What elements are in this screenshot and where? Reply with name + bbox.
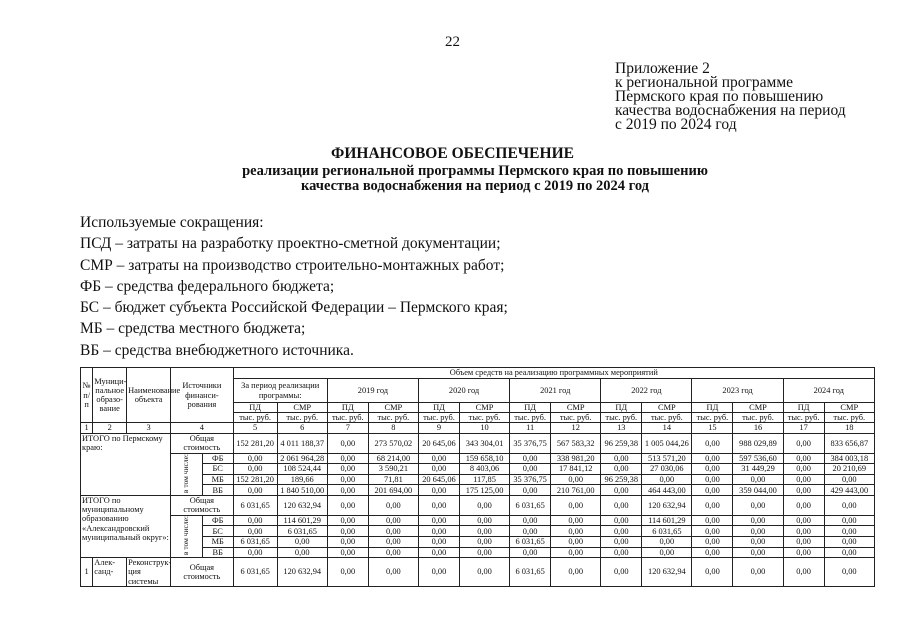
column-number: 2 [93, 423, 127, 433]
value-cell: 17 841,12 [551, 464, 601, 475]
value-cell: 152 281,20 [233, 433, 277, 453]
column-number: 10 [459, 423, 509, 433]
appendix-block [615, 62, 895, 132]
header-unit: тыс. руб. [733, 413, 783, 423]
value-cell: 0,00 [277, 547, 327, 558]
header-psd: ПД [233, 403, 277, 413]
value-cell: 8 403,06 [459, 464, 509, 475]
header-unit: тыс. руб. [327, 413, 368, 423]
document-title: ФИНАНСОВОЕ ОБЕСПЕЧЕНИЕ [331, 145, 574, 162]
appendix-line: Пермского края по повышению [615, 88, 824, 105]
header-unit: тыс. руб. [692, 413, 733, 423]
header-smr: СМР [733, 403, 783, 413]
abbreviation-line: МБ – средства местного бюджета; [80, 320, 306, 338]
value-cell: 0,00 [510, 453, 551, 464]
value-cell: 0,00 [692, 453, 733, 464]
value-cell: 6 031,65 [642, 526, 692, 537]
value-cell: 0,00 [551, 526, 601, 537]
document-subtitle [230, 164, 720, 193]
total-cost-label: Общая стоимость [171, 558, 233, 587]
value-cell: 0,00 [551, 495, 601, 515]
source-row [81, 515, 875, 526]
column-number: 13 [601, 423, 642, 433]
value-cell: 0,00 [327, 485, 368, 496]
value-cell: 0,00 [783, 453, 824, 464]
value-cell: 0,00 [233, 547, 277, 558]
value-cell: 0,00 [783, 464, 824, 475]
value-cell: 210 761,00 [551, 485, 601, 496]
header-num: № п/п [81, 368, 93, 423]
value-cell: 0,00 [733, 515, 783, 526]
header-municipality: Муници-пальное образо-вание [93, 368, 127, 423]
column-number: 12 [551, 423, 601, 433]
value-cell: 0,00 [510, 485, 551, 496]
value-cell: 0,00 [601, 464, 642, 475]
value-cell: 0,00 [418, 537, 459, 548]
header-smr: СМР [642, 403, 692, 413]
value-cell: 0,00 [233, 453, 277, 464]
value-cell: 567 583,32 [551, 433, 601, 453]
vtom-text: в том числе: [181, 453, 191, 493]
value-cell: 0,00 [642, 547, 692, 558]
header-psd: ПД [692, 403, 733, 413]
value-cell: 0,00 [327, 495, 368, 515]
item-row [81, 558, 875, 587]
abbreviation-line: БС – бюджет субъекта Российской Федерации – Пермского края; [80, 299, 508, 317]
source-code: ВБ [202, 547, 233, 558]
value-cell: 6 031,65 [510, 558, 551, 587]
header-unit: тыс. руб. [233, 413, 277, 423]
value-cell: 0,00 [510, 515, 551, 526]
value-cell: 20 210,69 [824, 464, 874, 475]
value-cell: 0,00 [327, 453, 368, 464]
value-cell: 0,00 [692, 547, 733, 558]
value-cell: 2 061 964,28 [277, 453, 327, 464]
value-cell: 6 031,65 [233, 495, 277, 515]
value-cell: 0,00 [551, 558, 601, 587]
value-cell: 0,00 [601, 558, 642, 587]
value-cell: 0,00 [418, 558, 459, 587]
header-smr: СМР [277, 403, 327, 413]
value-cell: 114 601,29 [277, 515, 327, 526]
value-cell: 117,85 [459, 474, 509, 485]
funding-table [80, 367, 875, 587]
value-cell: 0,00 [327, 526, 368, 537]
value-cell: 96 259,38 [601, 433, 642, 453]
value-cell: 0,00 [692, 433, 733, 453]
value-cell: 0,00 [418, 485, 459, 496]
appendix-line: к региональной программе [615, 74, 794, 91]
value-cell: 0,00 [601, 537, 642, 548]
total-cost-label: Общая стоимость [171, 495, 233, 515]
value-cell: 0,00 [277, 537, 327, 548]
in-that-number-label [171, 453, 203, 495]
value-cell: 0,00 [459, 558, 509, 587]
column-number: 17 [783, 423, 824, 433]
value-cell: 0,00 [824, 558, 874, 587]
value-cell: 0,00 [601, 547, 642, 558]
section-total-row [81, 495, 875, 515]
value-cell: 0,00 [459, 515, 509, 526]
header-psd: ПД [327, 403, 368, 413]
appendix-line: качества водоснабжения на период [615, 102, 846, 119]
value-cell: 359 044,00 [733, 485, 783, 496]
header-year: 2021 год [510, 379, 601, 403]
header-unit: тыс. руб. [601, 413, 642, 423]
value-cell: 114 601,29 [642, 515, 692, 526]
column-number: 15 [692, 423, 733, 433]
value-cell: 0,00 [459, 547, 509, 558]
header-unit: тыс. руб. [824, 413, 874, 423]
source-row [81, 453, 875, 464]
value-cell: 0,00 [733, 547, 783, 558]
value-cell: 0,00 [783, 547, 824, 558]
column-number: 9 [418, 423, 459, 433]
abbreviation-line: СМР – затраты на производство строительно-монтажных работ; [80, 256, 505, 274]
header-year: 2024 год [783, 379, 874, 403]
header-unit: тыс. руб. [418, 413, 459, 423]
value-cell: 120 632,94 [277, 558, 327, 587]
value-cell: 68 214,00 [368, 453, 418, 464]
value-cell: 0,00 [327, 474, 368, 485]
value-cell: 152 281,20 [233, 474, 277, 485]
section-label: ИТОГО по муниципальному образованию «Александровский муниципальный округ»: [81, 495, 171, 557]
value-cell: 0,00 [368, 537, 418, 548]
header-sources: Источники финанси-рования [171, 368, 233, 423]
value-cell: 0,00 [692, 495, 733, 515]
value-cell: 0,00 [642, 537, 692, 548]
header-smr: СМР [368, 403, 418, 413]
source-code: МБ [202, 474, 233, 485]
header-psd: ПД [783, 403, 824, 413]
value-cell: 175 125,00 [459, 485, 509, 496]
value-cell: 0,00 [692, 474, 733, 485]
value-cell: 0,00 [601, 526, 642, 537]
value-cell: 27 030,06 [642, 464, 692, 475]
value-cell: 0,00 [327, 515, 368, 526]
vtom-text: в том числе: [181, 515, 191, 555]
value-cell: 0,00 [783, 526, 824, 537]
item-municipality: Алек-санд- [93, 558, 127, 587]
value-cell: 0,00 [733, 474, 783, 485]
column-number: 14 [642, 423, 692, 433]
value-cell: 1 005 044,26 [642, 433, 692, 453]
value-cell: 96 259,38 [601, 474, 642, 485]
value-cell: 120 632,94 [642, 495, 692, 515]
value-cell: 0,00 [551, 515, 601, 526]
value-cell: 513 571,20 [642, 453, 692, 464]
value-cell: 0,00 [551, 474, 601, 485]
value-cell: 0,00 [824, 526, 874, 537]
value-cell: 0,00 [551, 537, 601, 548]
value-cell: 35 376,75 [510, 433, 551, 453]
header-unit: тыс. руб. [642, 413, 692, 423]
value-cell: 464 443,00 [642, 485, 692, 496]
header-unit: тыс. руб. [783, 413, 824, 423]
header-unit: тыс. руб. [510, 413, 551, 423]
value-cell: 0,00 [418, 547, 459, 558]
value-cell: 6 031,65 [233, 558, 277, 587]
source-code: ФБ [202, 453, 233, 464]
value-cell: 0,00 [418, 495, 459, 515]
page-number: 22 [445, 34, 460, 50]
value-cell: 0,00 [601, 495, 642, 515]
value-cell: 0,00 [824, 495, 874, 515]
value-cell: 0,00 [601, 485, 642, 496]
value-cell: 0,00 [824, 537, 874, 548]
header-smr: СМР [459, 403, 509, 413]
source-code: ФБ [202, 515, 233, 526]
column-number: 16 [733, 423, 783, 433]
value-cell: 6 031,65 [233, 537, 277, 548]
value-cell: 429 443,00 [824, 485, 874, 496]
abbreviation-line: ВБ – средства внебюджетного источника. [80, 341, 354, 359]
header-psd: ПД [601, 403, 642, 413]
header-volume: Объем средств на реализацию программных мероприятий [233, 368, 874, 379]
header-unit: тыс. руб. [459, 413, 509, 423]
value-cell: 0,00 [327, 537, 368, 548]
value-cell: 384 003,18 [824, 453, 874, 464]
column-number: 11 [510, 423, 551, 433]
value-cell: 6 031,65 [510, 537, 551, 548]
value-cell: 6 031,65 [277, 526, 327, 537]
header-unit: тыс. руб. [551, 413, 601, 423]
value-cell: 0,00 [601, 515, 642, 526]
column-number: 7 [327, 423, 368, 433]
value-cell: 273 570,02 [368, 433, 418, 453]
value-cell: 0,00 [418, 526, 459, 537]
column-number: 3 [127, 423, 171, 433]
value-cell: 988 029,89 [733, 433, 783, 453]
value-cell: 0,00 [783, 558, 824, 587]
item-num: 1 [81, 558, 93, 587]
value-cell: 0,00 [692, 464, 733, 475]
value-cell: 35 376,75 [510, 474, 551, 485]
value-cell: 0,00 [368, 558, 418, 587]
value-cell: 0,00 [783, 474, 824, 485]
value-cell: 0,00 [233, 515, 277, 526]
value-cell: 0,00 [824, 547, 874, 558]
value-cell: 3 590,21 [368, 464, 418, 475]
value-cell: 0,00 [510, 464, 551, 475]
header-year: 2019 год [327, 379, 418, 403]
value-cell: 0,00 [824, 474, 874, 485]
value-cell: 0,00 [692, 526, 733, 537]
source-code: БС [202, 526, 233, 537]
value-cell: 189,66 [277, 474, 327, 485]
column-number: 4 [171, 423, 233, 433]
header-psd: ПД [418, 403, 459, 413]
value-cell: 120 632,94 [642, 558, 692, 587]
value-cell: 0,00 [459, 537, 509, 548]
in-that-number-label [171, 515, 203, 557]
value-cell: 20 645,06 [418, 433, 459, 453]
value-cell: 0,00 [368, 495, 418, 515]
value-cell: 0,00 [692, 537, 733, 548]
header-smr: СМР [824, 403, 874, 413]
value-cell: 833 656,87 [824, 433, 874, 453]
value-cell: 0,00 [733, 558, 783, 587]
header-psd: ПД [510, 403, 551, 413]
value-cell: 0,00 [233, 464, 277, 475]
value-cell: 6 031,65 [510, 495, 551, 515]
source-code: БС [202, 464, 233, 475]
value-cell: 0,00 [733, 495, 783, 515]
value-cell: 120 632,94 [277, 495, 327, 515]
source-code: ВБ [202, 485, 233, 496]
value-cell: 0,00 [824, 515, 874, 526]
value-cell: 338 981,20 [551, 453, 601, 464]
abbreviation-line: ПСД – затраты на разработку проектно-сметной документации; [80, 235, 501, 253]
value-cell: 0,00 [327, 558, 368, 587]
header-unit: тыс. руб. [368, 413, 418, 423]
value-cell: 0,00 [327, 464, 368, 475]
total-cost-label: Общая стоимость [171, 433, 233, 453]
value-cell: 0,00 [783, 485, 824, 496]
header-object: Наименование объекта [127, 368, 171, 423]
subtitle-line: качества водоснабжения на период с 2019 по 2024 год [300, 177, 650, 194]
value-cell: 0,00 [642, 474, 692, 485]
value-cell: 0,00 [692, 485, 733, 496]
value-cell: 0,00 [783, 495, 824, 515]
column-number: 5 [233, 423, 277, 433]
value-cell: 0,00 [418, 464, 459, 475]
value-cell: 0,00 [418, 453, 459, 464]
value-cell: 0,00 [601, 453, 642, 464]
header-year: 2020 год [418, 379, 509, 403]
value-cell: 1 840 510,00 [277, 485, 327, 496]
appendix-line: Приложение 2 [615, 60, 710, 77]
value-cell: 108 524,44 [277, 464, 327, 475]
value-cell: 0,00 [692, 558, 733, 587]
column-number: 8 [368, 423, 418, 433]
value-cell: 0,00 [368, 526, 418, 537]
section-total-row [81, 433, 875, 453]
value-cell: 0,00 [783, 537, 824, 548]
appendix-line: с 2019 по 2024 год [615, 116, 737, 133]
header-year: 2023 год [692, 379, 783, 403]
value-cell: 0,00 [510, 547, 551, 558]
value-cell: 4 011 188,37 [277, 433, 327, 453]
value-cell: 0,00 [233, 526, 277, 537]
value-cell: 0,00 [418, 515, 459, 526]
value-cell: 0,00 [459, 526, 509, 537]
value-cell: 0,00 [733, 526, 783, 537]
column-number: 18 [824, 423, 874, 433]
value-cell: 0,00 [510, 526, 551, 537]
source-code: МБ [202, 537, 233, 548]
column-number: 6 [277, 423, 327, 433]
value-cell: 0,00 [233, 485, 277, 496]
value-cell: 159 658,10 [459, 453, 509, 464]
column-number: 1 [81, 423, 93, 433]
value-cell: 0,00 [459, 495, 509, 515]
value-cell: 0,00 [551, 547, 601, 558]
value-cell: 0,00 [692, 515, 733, 526]
abbreviations-list [80, 212, 508, 361]
header-year: 2022 год [601, 379, 692, 403]
value-cell: 0,00 [368, 515, 418, 526]
header-total-period: За период реализации программы: [233, 379, 327, 403]
value-cell: 597 536,60 [733, 453, 783, 464]
header-unit: тыс. руб. [277, 413, 327, 423]
value-cell: 71,81 [368, 474, 418, 485]
value-cell: 31 449,29 [733, 464, 783, 475]
value-cell: 0,00 [327, 433, 368, 453]
value-cell: 0,00 [368, 547, 418, 558]
header-smr: СМР [551, 403, 601, 413]
value-cell: 0,00 [783, 515, 824, 526]
subtitle-line: реализации региональной программы Пермского края по повышению [242, 163, 708, 179]
value-cell: 20 645,06 [418, 474, 459, 485]
value-cell: 201 694,00 [368, 485, 418, 496]
item-object: Реконструк-ция системы [128, 558, 172, 586]
value-cell: 343 304,01 [459, 433, 509, 453]
value-cell: 0,00 [733, 537, 783, 548]
section-label: ИТОГО по Пермскому краю: [81, 433, 171, 495]
abbreviation-line: Используемые сокращения: [80, 214, 264, 231]
abbreviation-line: ФБ – средства федерального бюджета; [80, 277, 335, 295]
value-cell: 0,00 [327, 547, 368, 558]
value-cell: 0,00 [783, 433, 824, 453]
